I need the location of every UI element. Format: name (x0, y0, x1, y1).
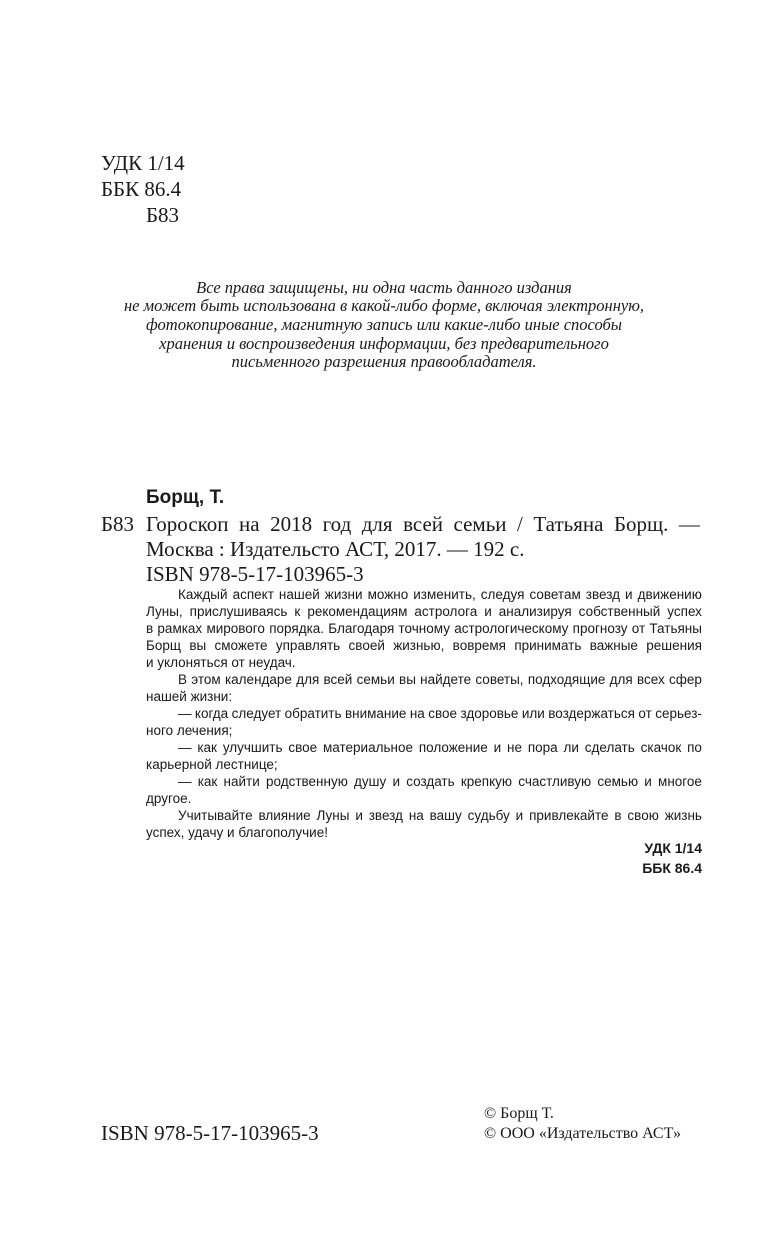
annotation-word: и (355, 808, 363, 823)
copyright-publisher: © ООО «Издательство АСТ» (484, 1125, 681, 1142)
annotation-word: свое (288, 740, 318, 755)
annotation-word: семьи (356, 672, 395, 687)
annotation-line: успех, удачу и благополучие! (146, 825, 328, 840)
udk-code: УДК 1/14 (101, 151, 185, 175)
annotation-word: Татьяны (649, 621, 702, 636)
annotation-word: Учитывайте (178, 808, 253, 823)
annotation-word: судьбу (467, 808, 510, 823)
annotation-word: обратить (284, 706, 342, 721)
annotation-line (146, 620, 702, 637)
annotation-word: аспект (232, 587, 274, 602)
annotation-word: крепкую (460, 774, 513, 789)
annotation-word: важные (589, 638, 638, 653)
annotation-word: для (609, 672, 633, 687)
annotation-word: всей (323, 672, 353, 687)
annotation-word: для (296, 672, 320, 687)
annotation-line (146, 637, 702, 654)
bib-word: на (239, 512, 260, 536)
annotation-line (178, 773, 702, 790)
annotation-word: как (197, 774, 218, 789)
annotation-word: влияние (258, 808, 311, 823)
rights-notice-line: хранения и воспроизведения информации, без предварительного (159, 334, 609, 353)
annotation-word: на (409, 706, 425, 721)
annotation-word: свое (428, 706, 458, 721)
copyright-author: © Борщ Т. (484, 1105, 554, 1122)
annotation-word: сфер (668, 672, 702, 687)
annotation-word: и (493, 740, 502, 755)
bib-word: — (678, 512, 700, 536)
annotation-word: создать (406, 774, 455, 789)
annotation-word: Луны (316, 808, 350, 823)
annotation-line (178, 705, 702, 722)
annotation-word: астролога (414, 604, 478, 619)
annotation-line: другое. (146, 791, 192, 806)
annotation-word: свою (627, 808, 659, 823)
annotation-line: карьерной лестнице; (146, 757, 278, 772)
bib-isbn: ISBN 978-5-17-103965-3 (146, 562, 364, 586)
annotation-word: Каждый (178, 587, 228, 602)
annotation-word: найти (223, 774, 260, 789)
bbk-code: ББК 86.4 (101, 177, 182, 201)
annotation-word: улучшить (222, 740, 283, 755)
annotation-word: многое (658, 774, 702, 789)
annotation-word: звезд (585, 587, 620, 602)
annotation-word: серьез- (655, 706, 702, 721)
annotation-word: жизнь (664, 808, 702, 823)
annotation-word: в (146, 621, 154, 636)
annotation-word: советы, (475, 672, 524, 687)
annotation-word: астрологическому (454, 621, 569, 636)
annotation-word: Борщ (146, 638, 181, 653)
annotation-word: и (484, 604, 492, 619)
annotation-word: семью (597, 774, 639, 789)
annotation-word: советам (529, 587, 581, 602)
annotation-word: принимать (514, 638, 582, 653)
annotation-word: звезд (368, 808, 403, 823)
annotation-line (146, 603, 702, 620)
annotation-word: на (408, 808, 424, 823)
annotation-word: нашей (278, 587, 320, 602)
rights-notice-line: письменного разрешения правообладателя. (231, 352, 537, 371)
annotation-bbk: ББК 86.4 (642, 860, 702, 876)
annotation-word: вы (189, 638, 207, 653)
bib-author-code: Б83 (101, 512, 135, 536)
annotation-word: рамках (157, 621, 203, 636)
annotation-word: от (631, 621, 646, 636)
annotation-word: вашу (429, 808, 462, 823)
annotation-udk: УДК 1/14 (644, 840, 702, 856)
annotation-word: В (178, 672, 188, 687)
annotation-word: рекомендациям (307, 604, 408, 619)
annotation-line: и уклоняться от неудач. (146, 655, 296, 670)
annotation-word: прислушиваясь (189, 604, 288, 619)
annotation-word: как (197, 740, 217, 755)
annotation-word: календаре (224, 672, 292, 687)
bib-word: семьи (453, 512, 507, 536)
bib-word: для (361, 512, 393, 536)
annotation-word: мирового (206, 621, 265, 636)
annotation-word: или (521, 706, 545, 721)
bib-word: всей (403, 512, 444, 536)
annotation-word: родственную (265, 774, 348, 789)
annotation-word: успех (667, 604, 702, 619)
bib-word: 2018 (270, 512, 313, 536)
annotation-word: счастливую (518, 774, 592, 789)
bib-word: Татьяна (533, 512, 604, 536)
annotation-word: душу (354, 774, 387, 789)
annotation-word: решения (646, 638, 702, 653)
annotation-word: изменить, (413, 587, 476, 602)
annotation-word: в (614, 808, 622, 823)
annotation-word: воздержаться (548, 706, 635, 721)
annotation-word: пора (527, 740, 558, 755)
annotation-word: к (294, 604, 301, 619)
annotation-word: вовремя (452, 638, 506, 653)
author-code: Б83 (146, 203, 180, 227)
annotation-word: и (644, 774, 652, 789)
rights-notice-line: Все права защищены, ни одна часть данного издания (196, 278, 572, 297)
annotation-line (178, 671, 702, 688)
bib-publisher-line: Москва : Издательсто АСТ, 2017. — 192 с. (146, 537, 525, 561)
annotation-word: подходящие (527, 672, 606, 687)
annotation-word: внимание (344, 706, 407, 721)
annotation-word: когда (194, 706, 229, 721)
rights-notice-line: фотокопирование, магнитную запись или какие-либо иные способы (146, 315, 622, 334)
annotation-word: и (625, 587, 633, 602)
annotation-word: не (507, 740, 522, 755)
annotation-word: — (178, 740, 192, 755)
bib-word: Борщ. (613, 512, 669, 536)
annotation-word: и (392, 774, 400, 789)
annotation-word: привлекайте (529, 808, 609, 823)
annotation-word: здоровье (460, 706, 519, 721)
annotation-word: по (687, 740, 702, 755)
annotation-word: управлять (275, 638, 341, 653)
annotation-word: движению (637, 587, 702, 602)
bib-author: Борщ, Т. (146, 487, 225, 508)
annotation-word: всех (636, 672, 665, 687)
annotation-word: анализируя (498, 604, 572, 619)
annotation-line (178, 586, 702, 603)
annotation-word: жизни (324, 587, 363, 602)
annotation-word: положение (418, 740, 488, 755)
annotation-word: скачок (640, 740, 682, 755)
annotation-word: от (638, 706, 652, 721)
annotation-word: вы (399, 672, 416, 687)
annotation-word: Луны, (146, 604, 183, 619)
rights-notice-line: не может быть использована в какой-либо форме, включая электронную, (123, 296, 644, 315)
annotation-word: материальное (323, 740, 413, 755)
annotation-line: нашей жизни: (146, 689, 233, 704)
annotation-word: собственный (578, 604, 661, 619)
annotation-word: жизнью, (393, 638, 445, 653)
annotation-word: сможете (214, 638, 268, 653)
annotation-word: найдете (420, 672, 472, 687)
annotation-word: — (178, 774, 192, 789)
annotation-word: этом (191, 672, 221, 687)
annotation-word: точному (398, 621, 450, 636)
annotation-word: порядка. (269, 621, 325, 636)
annotation-line (178, 807, 702, 824)
annotation-word: — (178, 706, 192, 721)
bib-word: год (322, 512, 352, 536)
footer-isbn: ISBN 978-5-17-103965-3 (101, 1121, 319, 1145)
annotation-word: можно (367, 587, 409, 602)
annotation-word: следуя (480, 587, 525, 602)
annotation-word: своей (348, 638, 385, 653)
bib-title-line (146, 511, 700, 537)
annotation-word: прогнозу (572, 621, 628, 636)
annotation-line (178, 739, 702, 756)
annotation-word: и (515, 808, 524, 823)
bib-word: Гороскоп (146, 512, 229, 536)
annotation-word: следует (231, 706, 282, 721)
annotation-line: ного лечения; (146, 723, 233, 738)
annotation-word: ли (563, 740, 579, 755)
annotation-word: Благодаря (328, 621, 395, 636)
bib-word: / (517, 512, 523, 536)
annotation-word: сделать (584, 740, 635, 755)
